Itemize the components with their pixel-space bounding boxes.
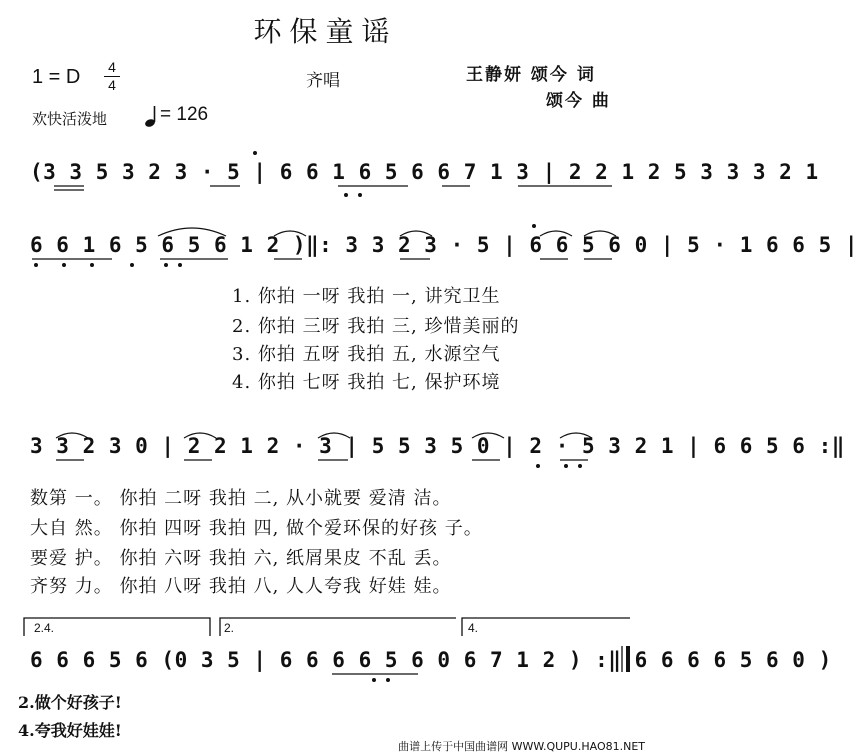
slur (472, 433, 504, 438)
verse-b-1: 数第 一。 你拍 二呀 我拍 二, 从小就要 爱清 洁。 (30, 488, 452, 509)
score-line-2: 6 6 1 6 5 6 5 6 1 2 )‖: 3 3 2 3 · 5 | 6 6 5 6 0 | 5 · 1 6 6 5 | (30, 233, 858, 257)
volta-label-2-4: 2.4. (34, 621, 55, 635)
octave-dot (253, 151, 257, 155)
composer-credit: 颂今 曲 (546, 91, 611, 111)
octave-dot (564, 464, 568, 468)
score-line-3: 3 3 2 3 0 | 2 2 1 2 · 3 | 5 5 3 5 0 | 2 · 5 3 2 1 | 6 6 5 6 :‖ (30, 434, 845, 458)
slur (318, 433, 350, 438)
verse-a-3: 3. 你拍 五呀 我拍 五, 水源空气 (232, 344, 501, 365)
octave-dot (62, 263, 66, 267)
octave-dot (164, 263, 168, 267)
footer-watermark: 曲谱上传于中国曲谱网 WWW.QUPU.HAO81.NET (398, 740, 645, 753)
octave-dot (386, 678, 390, 682)
octave-dot (578, 464, 582, 468)
verse-b-2: 大自 然。 你拍 四呀 我拍 四, 做个爱环保的好孩 子。 (30, 518, 483, 539)
octave-dot (372, 678, 376, 682)
score-line-1: (3 3 5 3 2 3 · 5 | 6 6 1 6 5 6 6 7 1 3 | 2 2 1 2 5 3 3 3 2 1 (30, 160, 819, 184)
verse-b-3: 要爱 护。 你拍 六呀 我拍 六, 纸屑果皮 不乱 丢。 (30, 548, 452, 569)
octave-dot (536, 464, 540, 468)
octave-dot (34, 263, 38, 267)
slur (560, 433, 592, 438)
meter-top: 4 (108, 59, 116, 75)
slur (274, 231, 306, 236)
slur (540, 231, 572, 236)
tempo-marking: = 126 (160, 104, 209, 125)
verse-a-4: 4. 你拍 七呀 我拍 七, 保护环境 (232, 372, 501, 393)
volta-bracket-2-4 (24, 618, 210, 636)
slur (56, 433, 88, 438)
key-signature: 1 = D (32, 66, 81, 88)
volta-label-4: 4. (468, 621, 479, 635)
score-line-4: 6 6 6 5 6 (0 3 5 | 6 6 6 6 5 6 0 6 7 1 2 ) :‖ 6 6 6 6 5 6 0 ) (30, 648, 832, 672)
slur (158, 228, 226, 236)
ending-line-2: 4.夸我好娃娃! (18, 721, 122, 740)
slur (184, 433, 216, 438)
octave-dot (178, 263, 182, 267)
verse-a-1: 1. 你拍 一呀 我拍 一, 讲究卫生 (232, 286, 501, 307)
meter-bottom: 4 (108, 77, 116, 93)
slur (584, 231, 616, 236)
octave-dot (90, 263, 94, 267)
octave-dot (130, 263, 134, 267)
octave-dot (344, 193, 348, 197)
octave-dot (358, 193, 362, 197)
performance-mode: 齐唱 (306, 71, 340, 91)
page-title: 环保童谣 (253, 15, 398, 48)
slur (400, 231, 432, 236)
volta-bracket-2 (220, 618, 456, 636)
volta-bracket-4 (462, 618, 630, 636)
lyricist-credit: 王静妍 颂今 词 (466, 65, 596, 85)
verse-a-2: 2. 你拍 三呀 我拍 三, 珍惜美丽的 (232, 316, 520, 337)
volta-label-2: 2. (224, 621, 235, 635)
verse-b-4: 齐努 力。 你拍 八呀 我拍 八, 人人夸我 好娃 娃。 (30, 576, 452, 597)
ending-line-1: 2.做个好孩子! (18, 693, 122, 712)
expression-mark: 欢快活泼地 (32, 110, 108, 128)
octave-dot (532, 224, 536, 228)
